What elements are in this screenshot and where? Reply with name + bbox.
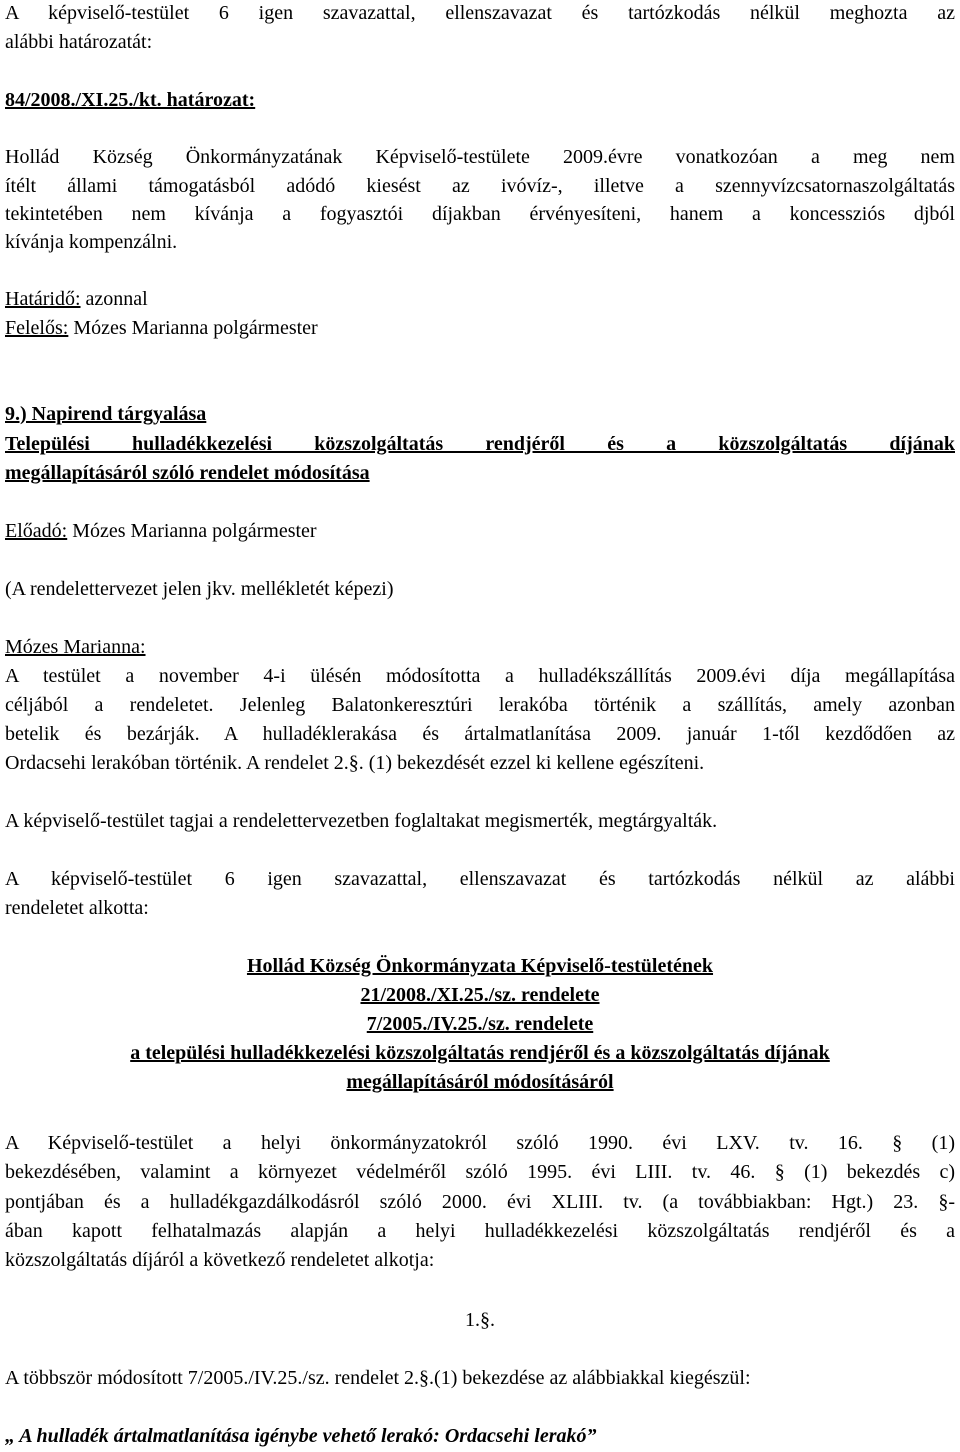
- speech-line-2: céljából a rendeletet. Jelenleg Balatonkeresztúri lerakóba történik a szállítás, amely azonban: [5, 694, 955, 716]
- preamble-line-3: pontjában és a hulladékgazdálkodásról szóló 2000. évi XLIII. tv. (a továbbiakban: Hgt.) 23. §-: [5, 1191, 955, 1213]
- resolution-body-line-2: ítélt állami támogatásból adódó kiesést az ivóvíz-, illetve a szennyvízcsatornaszolgáltatás: [5, 175, 955, 197]
- members-note: A képviselő-testület tagjai a rendelettervezetben foglaltakat megismerték, megtárgyalták.: [5, 810, 718, 832]
- responsible-label: Felelős:: [5, 317, 69, 339]
- decree-title-line-1: Hollád Község Önkormányzata Képviselő-testületének: [246, 955, 714, 977]
- agenda-vote-line-2: rendeletet alkotta:: [5, 897, 149, 919]
- agenda-heading: 9.) Napirend tárgyalása: [5, 403, 207, 425]
- decree-title-line-4: a települési hulladékkezelési közszolgáltatás rendjéről és a közszolgáltatás díjának: [130, 1042, 830, 1064]
- presenter-label: Előadó:: [5, 520, 68, 542]
- responsible-line: [5, 315, 955, 342]
- speech-line-1: A testület a november 4-i ülésén módosította a hulladékszállítás 2009.évi díja megállapítása: [5, 665, 955, 687]
- resolution-body-line-4: kívánja kompenzálni.: [5, 231, 178, 253]
- resolution-body-line-1: Hollád Község Önkormányzatának Képviselő-testülete 2009.évre vonatkozóan a meg nem: [5, 146, 955, 168]
- resolution-number: 84/2008./XI.25./kt. határozat:: [5, 89, 256, 111]
- presenter-line: [5, 518, 955, 545]
- decree-title-line-3: 7/2005./IV.25./sz. rendelete: [366, 1013, 594, 1035]
- speaker-name: Mózes Marianna:: [5, 636, 146, 658]
- preamble-line-2: bekezdésében, valamint a környezet védelméről szóló 1995. évi LIII. tv. 46. § (1) bekezdés c): [5, 1161, 955, 1183]
- attachment-note: (A rendelettervezet jelen jkv. mellékletét képezi): [5, 578, 394, 600]
- decree-title-line-2: 21/2008./XI.25./sz. rendelete: [360, 984, 600, 1006]
- resolution-body-line-3: tekintetében nem kívánja a fogyasztói díjakban érvényesíteni, hanem a koncessziós djból: [5, 203, 955, 225]
- section-quote: „ A hulladék ártalmatlanítása igénybe vehető lerakó: Ordacsehi lerakó”: [5, 1425, 597, 1447]
- responsible-value: Mózes Marianna polgármester: [68, 317, 318, 339]
- speech-line-3: betelik és bezárják. A hulladéklerakása és ártalmatlanítása 2009. január 1-től kezdődően az: [5, 723, 955, 745]
- agenda-vote-line-1: A képviselő-testület 6 igen szavazattal, ellenszavazat és tartózkodás nélkül az alábbi: [5, 868, 955, 890]
- preamble-line-1: A Képviselő-testület a helyi önkormányzatokról szóló 1990. évi LXV. tv. 16. § (1): [5, 1132, 955, 1154]
- decree-title-line-5: megállapításáról módosításáról: [346, 1071, 614, 1093]
- deadline-label: Határidő:: [5, 288, 81, 310]
- section-number: 1.§.: [465, 1309, 495, 1331]
- presenter-value: Mózes Marianna polgármester: [67, 520, 317, 542]
- speech-line-4: Ordacsehi lerakóban történik. A rendelet 2.§. (1) bekezdését ezzel ki kellene egészíteni.: [5, 752, 705, 774]
- preamble-line-4: ában kapott felhatalmazás alapján a helyi hulladékkezelési közszolgáltatás rendjéről és a: [5, 1220, 955, 1242]
- deadline-value: azonnal: [80, 288, 148, 310]
- intro-vote-line-2: alábbi határozatát:: [5, 31, 153, 53]
- deadline-line: [5, 286, 955, 313]
- agenda-subject-line-2: megállapításáról szóló rendelet módosítása: [5, 462, 370, 484]
- intro-vote-line-1: A képviselő-testület 6 igen szavazattal, ellenszavazat és tartózkodás nélkül meghozta az: [5, 2, 955, 24]
- agenda-subject-line-1: Települési hulladékkezelési közszolgáltatás rendjéről és a közszolgáltatás díjának: [5, 433, 955, 455]
- section-text: A többször módosított 7/2005./IV.25./sz. rendelet 2.§.(1) bekezdése az alábbiakkal kiegészül:: [5, 1367, 751, 1389]
- preamble-line-5: közszolgáltatás díjáról a következő rendeletet alkotja:: [5, 1249, 435, 1271]
